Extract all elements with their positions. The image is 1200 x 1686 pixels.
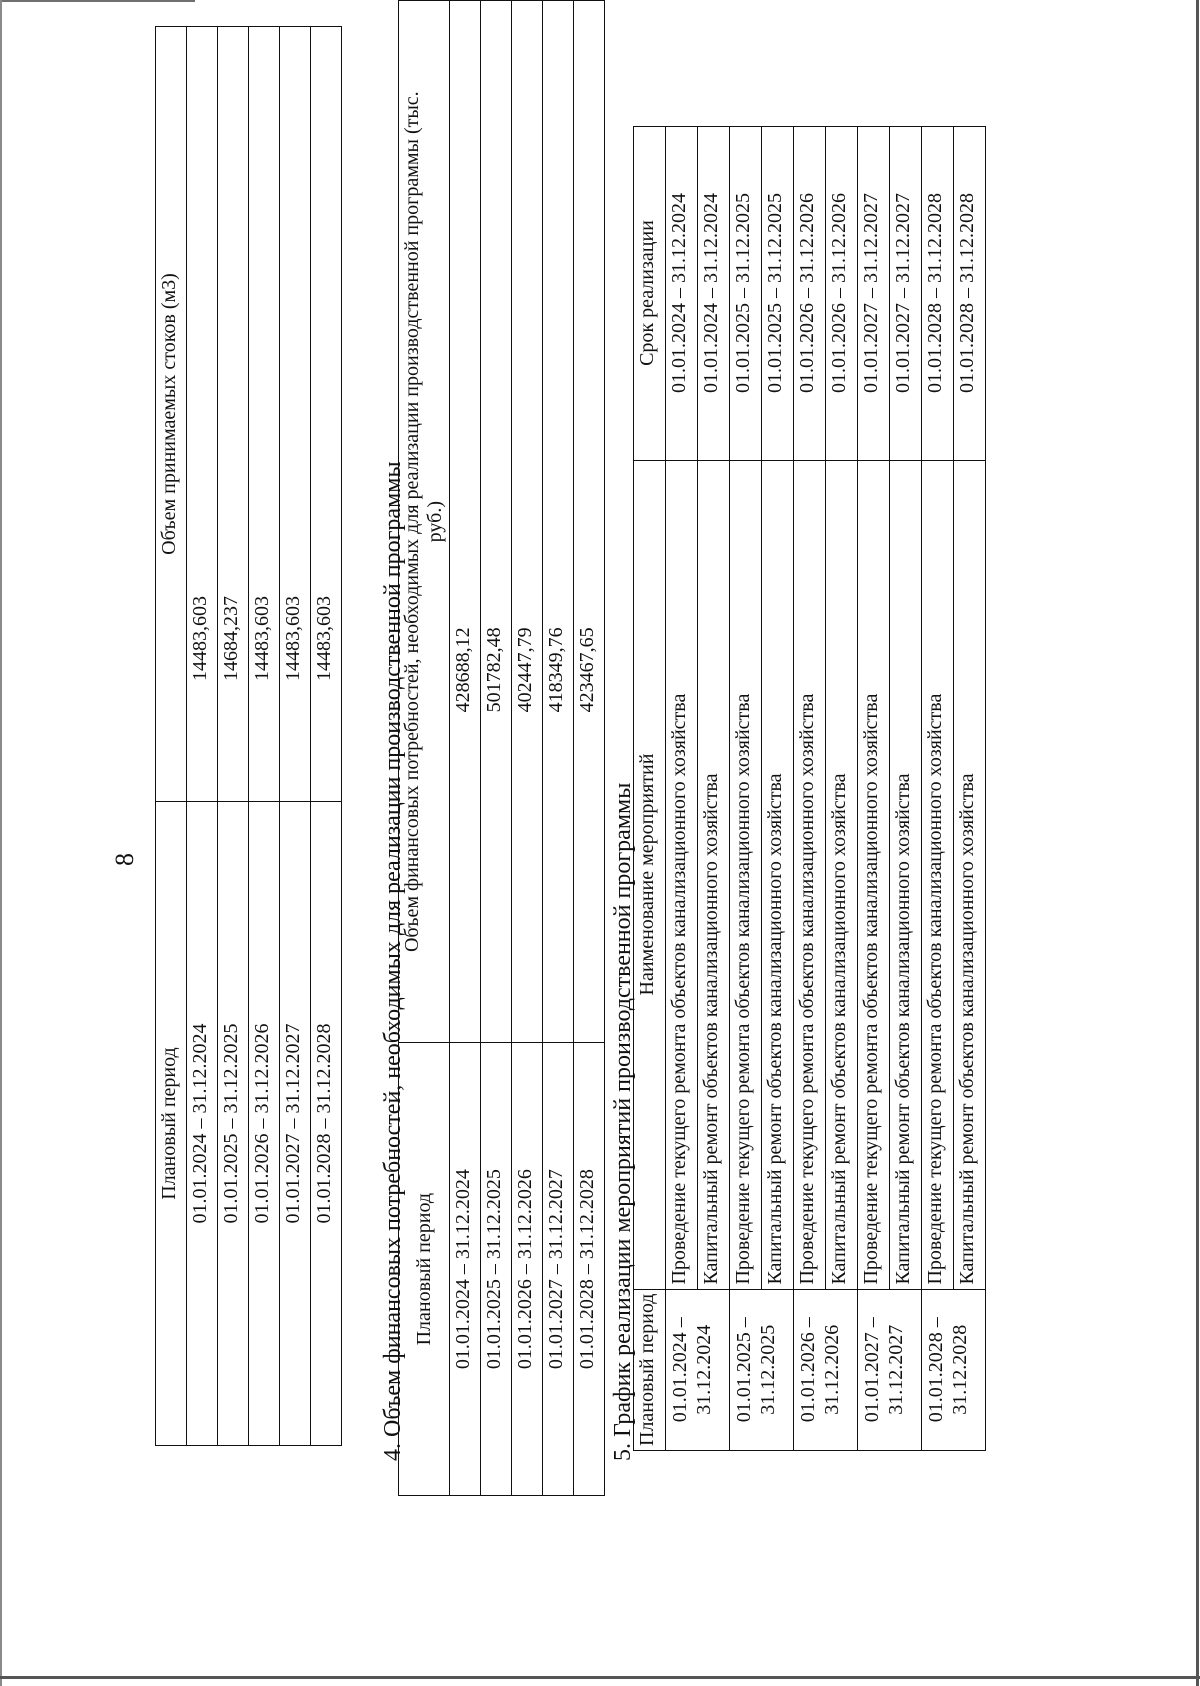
period-cell: 01.01.2027 – 31.12.2027 bbox=[280, 802, 311, 1446]
table-row bbox=[543, 1, 574, 1496]
activity-name-cell: Проведение текущего ремонта объектов канализационного хозяйства bbox=[922, 460, 954, 1289]
table-header-row bbox=[399, 1, 450, 1496]
table-row bbox=[858, 126, 890, 1450]
activity-name-cell: Капитальный ремонт объектов канализационного хозяйства bbox=[826, 460, 858, 1289]
period-cell: 01.01.2025 – 31.12.2025 bbox=[481, 1043, 512, 1496]
volume-cell: 14483,603 bbox=[187, 27, 218, 802]
wastewater-volume-table bbox=[155, 26, 342, 1446]
term-cell: 01.01.2028 – 31.12.2028 bbox=[954, 126, 986, 460]
volume-cell: 14483,603 bbox=[249, 27, 280, 802]
section-4-heading: 4. Объем финансовых потребностей, необходимых для реализации производственной программы bbox=[380, 461, 406, 1461]
table-header-row bbox=[634, 126, 666, 1450]
table-row bbox=[762, 126, 794, 1450]
table-row bbox=[249, 27, 280, 1446]
table-row bbox=[922, 126, 954, 1450]
header-period: Плановый период bbox=[634, 1289, 666, 1450]
term-cell: 01.01.2024 – 31.12.2024 bbox=[698, 126, 730, 460]
header-period: Плановый период bbox=[399, 1043, 450, 1496]
period-cell: 01.01.2027 – 31.12.2027 bbox=[543, 1043, 574, 1496]
group-period-cell: 01.01.2026 – 31.12.2026 bbox=[794, 1289, 858, 1450]
amount-cell: 423467,65 bbox=[574, 1, 605, 1043]
amount-cell: 501782,48 bbox=[481, 1, 512, 1043]
volume-cell: 14483,603 bbox=[280, 27, 311, 802]
period-cell: 01.01.2026 – 31.12.2026 bbox=[249, 802, 280, 1446]
header-activity-name: Наименование мероприятий bbox=[634, 460, 666, 1289]
header-financial-volume: Объем финансовых потребностей, необходимых для реализации производственной программы (тыс. руб.) bbox=[399, 1, 450, 1043]
section-5-heading: 5. График реализации мероприятий производственной программы bbox=[610, 782, 636, 1461]
table-header-row bbox=[156, 27, 187, 1446]
amount-cell: 402447,79 bbox=[512, 1, 543, 1043]
period-cell: 01.01.2026 – 31.12.2026 bbox=[512, 1043, 543, 1496]
amount-cell: 428688,12 bbox=[450, 1, 481, 1043]
activity-name-cell: Капитальный ремонт объектов канализационного хозяйства bbox=[762, 460, 794, 1289]
volume-cell: 14483,603 bbox=[311, 27, 342, 802]
amount-cell: 418349,76 bbox=[543, 1, 574, 1043]
activity-name-cell: Проведение текущего ремонта объектов канализационного хозяйства bbox=[730, 460, 762, 1289]
term-cell: 01.01.2028 – 31.12.2028 bbox=[922, 126, 954, 460]
activity-name-cell: Проведение текущего ремонта объектов канализационного хозяйства bbox=[858, 460, 890, 1289]
period-cell: 01.01.2024 – 31.12.2024 bbox=[187, 802, 218, 1446]
group-period-cell: 01.01.2024 – 31.12.2024 bbox=[666, 1289, 730, 1450]
group-period-cell: 01.01.2025 – 31.12.2025 bbox=[730, 1289, 794, 1450]
activity-name-cell: Капитальный ремонт объектов канализационного хозяйства bbox=[698, 460, 730, 1289]
financial-needs-table bbox=[398, 0, 605, 1496]
table-row bbox=[450, 1, 481, 1496]
table-row bbox=[574, 1, 605, 1496]
table-row bbox=[954, 126, 986, 1450]
table-row bbox=[311, 27, 342, 1446]
group-period-cell: 01.01.2028 – 31.12.2028 bbox=[922, 1289, 986, 1450]
period-cell: 01.01.2024 – 31.12.2024 bbox=[450, 1043, 481, 1496]
table-row bbox=[666, 126, 698, 1450]
table-row bbox=[280, 27, 311, 1446]
period-cell: 01.01.2025 – 31.12.2025 bbox=[218, 802, 249, 1446]
term-cell: 01.01.2026 – 31.12.2026 bbox=[794, 126, 826, 460]
header-volume: Объем принимаемых стоков (м3) bbox=[156, 27, 187, 802]
term-cell: 01.01.2025 – 31.12.2025 bbox=[762, 126, 794, 460]
table-row bbox=[187, 27, 218, 1446]
activity-name-cell: Проведение текущего ремонта объектов канализационного хозяйства bbox=[666, 460, 698, 1289]
period-cell: 01.01.2028 – 31.12.2028 bbox=[311, 802, 342, 1446]
activity-name-cell: Капитальный ремонт объектов канализационного хозяйства bbox=[890, 460, 922, 1289]
table-row bbox=[698, 126, 730, 1450]
term-cell: 01.01.2027 – 31.12.2027 bbox=[858, 126, 890, 460]
activity-name-cell: Проведение текущего ремонта объектов канализационного хозяйства bbox=[794, 460, 826, 1289]
header-term: Срок реализации bbox=[634, 126, 666, 460]
term-cell: 01.01.2024 – 31.12.2024 bbox=[666, 126, 698, 460]
term-cell: 01.01.2026 – 31.12.2026 bbox=[826, 126, 858, 460]
table-row bbox=[512, 1, 543, 1496]
table-row bbox=[794, 126, 826, 1450]
group-period-cell: 01.01.2027 – 31.12.2027 bbox=[858, 1289, 922, 1450]
header-period: Плановый период bbox=[156, 802, 187, 1446]
table-row bbox=[826, 126, 858, 1450]
schedule-table bbox=[633, 126, 986, 1451]
table-row bbox=[481, 1, 512, 1496]
term-cell: 01.01.2025 – 31.12.2025 bbox=[730, 126, 762, 460]
page-number: 8 bbox=[110, 853, 139, 866]
table-row bbox=[730, 126, 762, 1450]
table-row bbox=[890, 126, 922, 1450]
period-cell: 01.01.2028 – 31.12.2028 bbox=[574, 1043, 605, 1496]
term-cell: 01.01.2027 – 31.12.2027 bbox=[890, 126, 922, 460]
table-row bbox=[218, 27, 249, 1446]
volume-cell: 14684,237 bbox=[218, 27, 249, 802]
activity-name-cell: Капитальный ремонт объектов канализационного хозяйства bbox=[954, 460, 986, 1289]
